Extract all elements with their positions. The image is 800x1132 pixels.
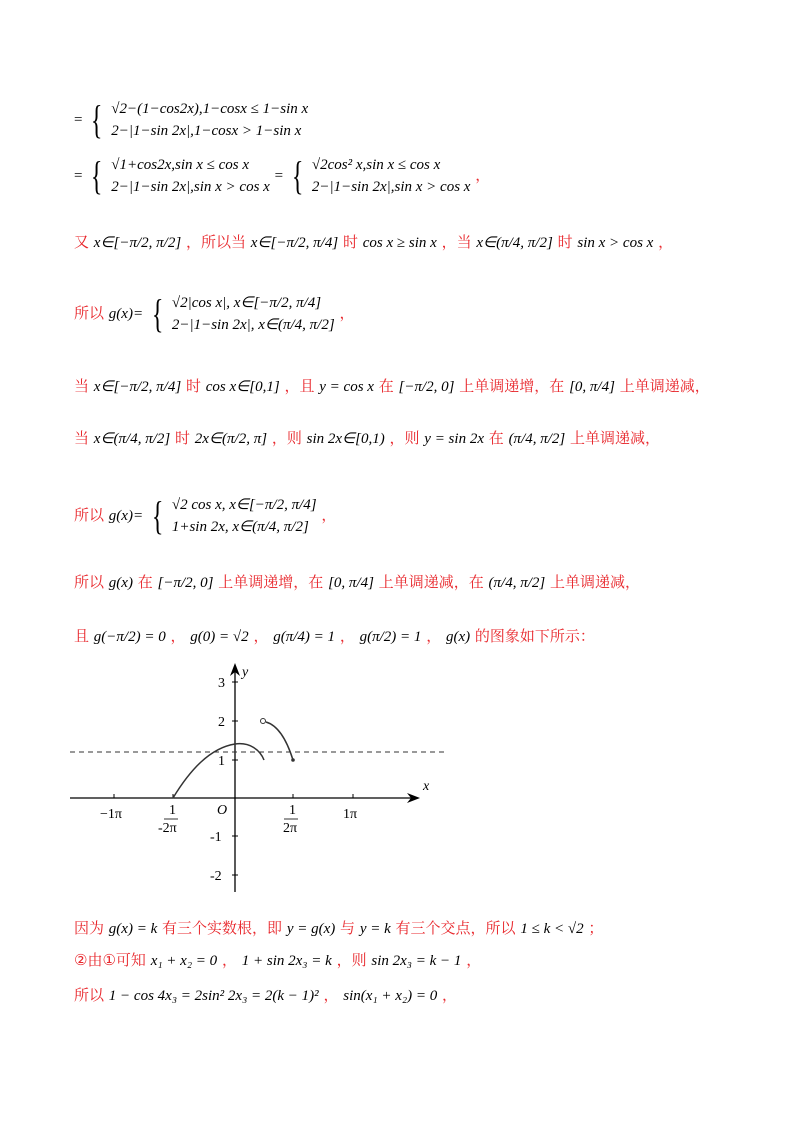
text: 的图象如下所示：	[474, 627, 595, 645]
text: ，且	[284, 377, 315, 395]
math-expr: y = cos x	[319, 379, 374, 395]
case-1: √1+cos2x,sin x ≤ cos x	[111, 157, 250, 173]
case-2: 2−|1−sin 2x|, x∈(π/4, π/2]	[171, 317, 335, 333]
math-expr: sin(x₁ + x₂) = 0	[343, 988, 438, 1004]
text: 与	[340, 919, 356, 937]
text: 且	[74, 627, 90, 645]
case-2: 2−|1−sin 2x|,1−cosx > 1−sin x	[111, 123, 302, 139]
closed-endpoint	[291, 758, 295, 762]
text: ，则	[389, 429, 420, 447]
left-brace: {	[291, 153, 304, 198]
comma: ，	[339, 627, 355, 645]
text: 上单调递减，	[619, 377, 710, 395]
function-graph	[70, 660, 460, 900]
line-4	[74, 292, 354, 336]
text: 在	[488, 429, 504, 447]
piecewise-cases	[111, 154, 270, 198]
math-expr: y = k	[359, 921, 391, 937]
left-brace: {	[151, 493, 164, 538]
math-interval: x∈[−π/2, π/4]	[250, 235, 339, 251]
math-function: g(x)=	[108, 306, 144, 322]
math-expr: 1 − cos 4x₃ = 2sin² 2x₃ = 2(k − 1)²	[108, 988, 319, 1004]
math-expr: g(x) = k	[108, 921, 158, 937]
line-2	[74, 154, 490, 198]
text: 在	[378, 377, 394, 395]
comma: ，	[426, 627, 442, 645]
x-tick-label-den: 2π	[283, 821, 298, 836]
y-tick-label: -2	[210, 869, 222, 884]
comma: ，	[475, 166, 491, 184]
left-brace: {	[91, 153, 103, 198]
text: 上单调递增，在	[218, 573, 324, 591]
y-tick-label: 2	[218, 715, 225, 730]
text: 所以	[74, 573, 105, 591]
y-tick-label: 3	[218, 676, 225, 691]
text: ，则	[271, 429, 302, 447]
y-tick-label: -1	[210, 830, 222, 845]
math-interval: (π/4, π/2]	[508, 431, 566, 447]
math-function: g(x)	[108, 575, 133, 591]
math-value: g(π/2) = 1	[359, 629, 422, 645]
math-function: g(x)	[445, 629, 471, 645]
line-12	[74, 985, 457, 1006]
text-suoyi: 所以	[74, 304, 105, 322]
comma: ，	[658, 233, 674, 251]
math-function: g(x)=	[108, 508, 144, 524]
y-axis-label: y	[242, 665, 249, 680]
math-interval: [0, π/4]	[569, 379, 615, 395]
line-5	[74, 376, 710, 397]
math-inequality: cos x ≥ sin x	[362, 235, 437, 251]
text: 因为	[74, 919, 105, 937]
text: 时	[342, 233, 358, 251]
x-tick-label: −1π	[100, 807, 122, 822]
math-expr: 1 + sin 2x₃ = k	[241, 953, 332, 969]
equals-sign: =	[274, 168, 284, 184]
piecewise-cases	[172, 292, 335, 336]
math-interval: x∈[−π/2, π/2]	[93, 235, 182, 251]
text-you: 又	[74, 233, 90, 251]
comma: ，	[442, 986, 458, 1004]
case-1: √2cos² x,sin x ≤ cos x	[311, 157, 441, 173]
text: 上单调递增，在	[459, 377, 565, 395]
y-tick-label: 1	[218, 754, 225, 769]
math-expr: 2x∈(π/2, π]	[194, 431, 268, 447]
line-9	[74, 626, 595, 647]
math-interval: x∈(π/4, π/2]	[93, 431, 171, 447]
math-interval: x∈[−π/2, π/4]	[93, 379, 182, 395]
text: 上单调递减，	[550, 573, 641, 591]
comma: ，	[466, 951, 482, 969]
math-interval: x∈(π/4, π/2]	[476, 235, 553, 251]
case-1: √2 cos x, x∈[−π/2, π/4]	[171, 497, 317, 513]
x-tick-label-den: -2π	[158, 821, 177, 836]
left-brace: {	[151, 291, 164, 336]
math-inequality: sin x > cos x	[577, 235, 654, 251]
line-6	[74, 428, 660, 449]
math-interval: [−π/2, 0]	[157, 575, 214, 591]
math-interval: [−π/2, 0]	[398, 379, 455, 395]
math-interval: (π/4, π/2]	[488, 575, 546, 591]
text: 当	[74, 429, 90, 447]
x-tick-label-num: 1	[289, 803, 296, 818]
comma: ，	[221, 951, 237, 969]
case-2: 1+sin 2x, x∈(π/4, π/2]	[171, 519, 309, 535]
piecewise-cases	[172, 494, 317, 538]
math-value: g(0) = √2	[190, 629, 249, 645]
left-brace: {	[91, 97, 103, 142]
comma: ，	[323, 986, 339, 1004]
text: 上单调递减，	[570, 429, 661, 447]
text: 时	[175, 429, 191, 447]
text: ，则	[336, 951, 367, 969]
equals-sign: =	[74, 112, 83, 128]
text: ②由①可知	[74, 951, 146, 969]
origin-label: O	[217, 803, 228, 818]
math-expr: sin 2x∈[0,1)	[306, 431, 385, 447]
math-expr: x₁ + x₂ = 0	[150, 953, 218, 969]
x-axis-label: x	[423, 779, 430, 794]
comma: ，	[170, 627, 186, 645]
text: 上单调递减，在	[378, 573, 484, 591]
line-10	[74, 918, 603, 939]
math-expr: 1 ≤ k < √2	[520, 921, 584, 937]
math-interval: [0, π/4]	[328, 575, 374, 591]
text: ，所以当	[185, 233, 246, 251]
line-8	[74, 572, 640, 593]
x-tick-label-num: 1	[169, 803, 176, 818]
case-2: 2−|1−sin 2x|,sin x > cos x	[111, 179, 270, 195]
comma: ，	[253, 627, 269, 645]
math-expr: y = g(x)	[286, 921, 336, 937]
text: ，当	[441, 233, 472, 251]
text: 时	[557, 233, 573, 251]
line-7	[74, 494, 336, 538]
curve-sin	[266, 722, 293, 760]
case-1: √2−(1−cos2x),1−cosx ≤ 1−sin x	[111, 101, 309, 117]
text: ；	[588, 919, 604, 937]
x-tick-label: 1π	[343, 807, 358, 822]
math-value: g(π/4) = 1	[273, 629, 336, 645]
math-expr: cos x∈[0,1]	[205, 379, 280, 395]
line-11	[74, 950, 481, 971]
math-value: g(−π/2) = 0	[93, 629, 166, 645]
text: 有三个实数根，即	[162, 919, 283, 937]
open-endpoint	[261, 719, 266, 724]
text: 时	[185, 377, 201, 395]
line-1	[74, 98, 308, 142]
piecewise-cases	[312, 154, 471, 198]
math-expr: y = sin 2x	[424, 431, 484, 447]
text: 有三个交点，所以	[395, 919, 516, 937]
text: 所以	[74, 986, 105, 1004]
line-3	[74, 232, 673, 253]
case-1: √2|cos x|, x∈[−π/2, π/4]	[171, 295, 322, 311]
equals-sign: =	[74, 168, 83, 184]
case-2: 2−|1−sin 2x|,sin x > cos x	[311, 179, 471, 195]
comma: ，	[339, 304, 355, 322]
math-expr: sin 2x₃ = k − 1	[371, 953, 462, 969]
text: 当	[74, 377, 90, 395]
text: 在	[137, 573, 153, 591]
piecewise-cases	[111, 98, 308, 142]
comma: ，	[321, 506, 337, 524]
text-suoyi: 所以	[74, 506, 105, 524]
